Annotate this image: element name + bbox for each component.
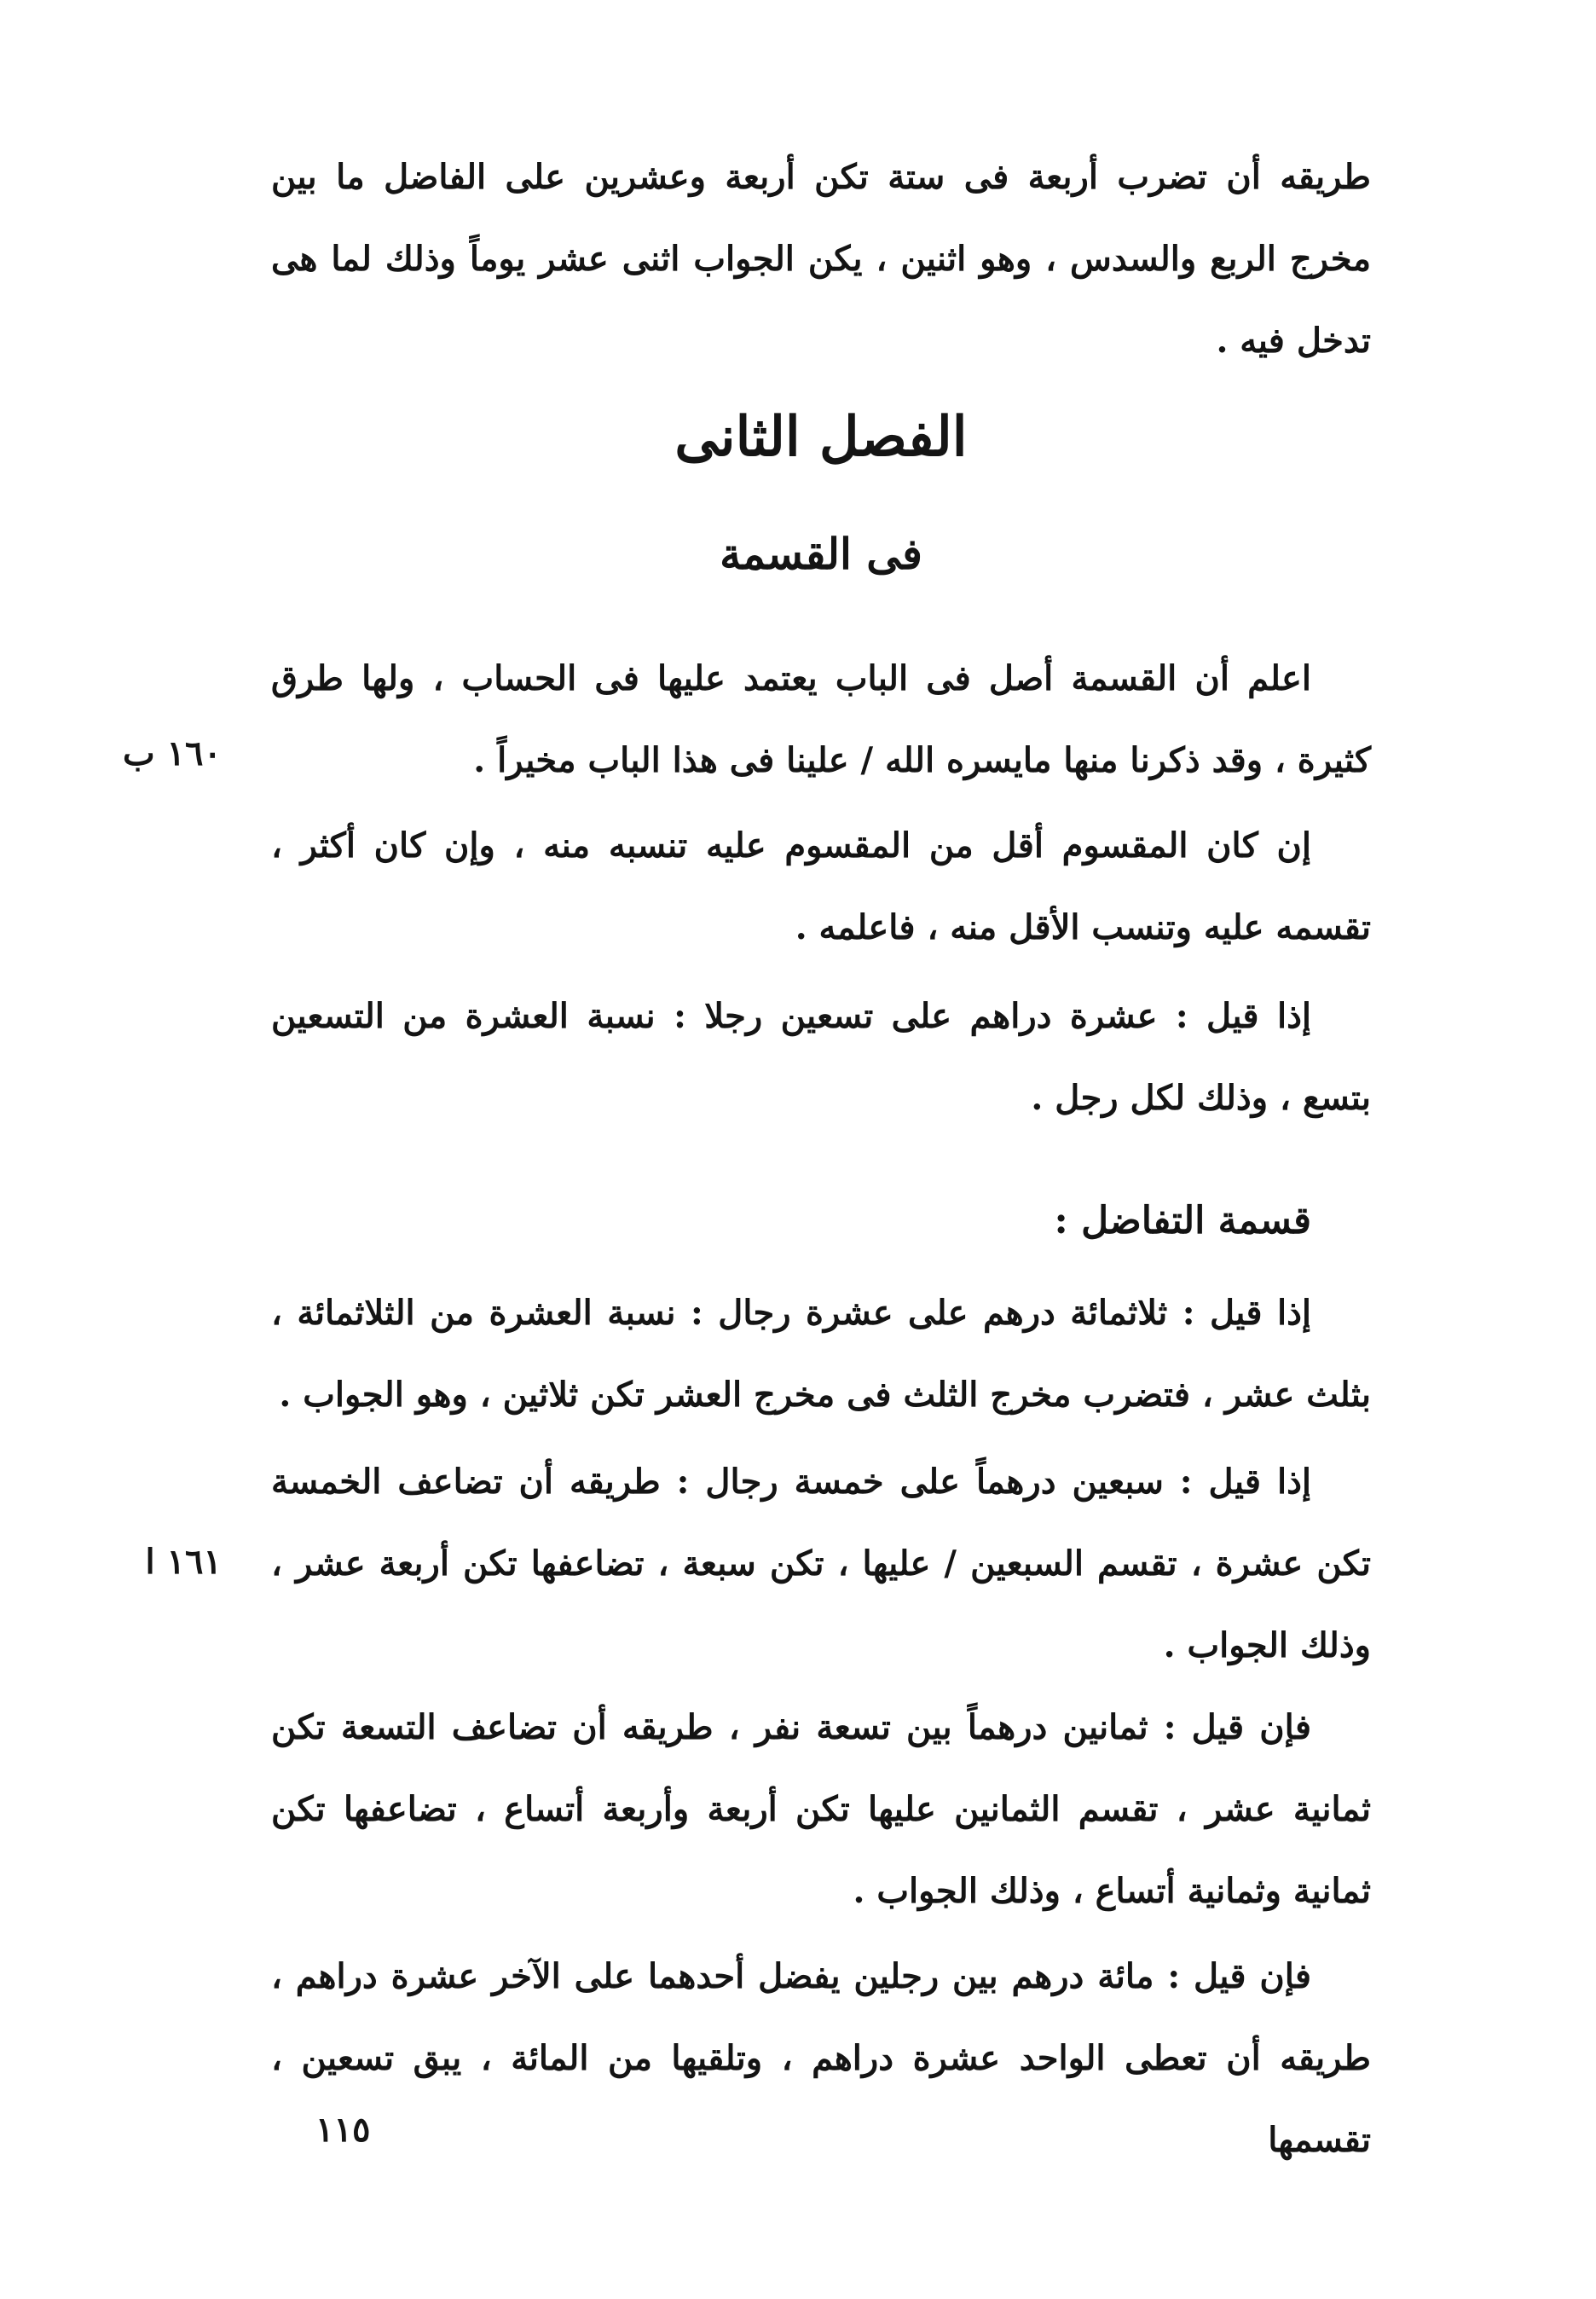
paragraph-2-block xyxy=(271,638,1371,802)
section-heading: فى القسمة xyxy=(720,529,922,579)
text-column-top xyxy=(271,136,1371,382)
margin-folio-note-161a: ١٦١ ا xyxy=(145,1542,222,1582)
subsection-heading-block xyxy=(271,1180,1371,1262)
paragraph-3: إن كان المقسوم أقل من المقسوم عليه تنسبه منه ، وإن كان أكثر ، تقسمه عليه وتنسب الأقل منه ، فاعلمه . xyxy=(271,825,1371,947)
paragraph-5: إذا قيل : ثلاثمائة درهم على عشرة رجال : نسبة العشرة من الثلاثمائة ، بثلث عشر ، فتضرب مخرج الثلث فى مخرج العشر تكن ثلاثين ، وهو الجواب . xyxy=(271,1293,1371,1415)
paragraph-8-block xyxy=(271,1936,1371,2181)
paragraph-8: فإن قيل : مائة درهم بين رجلين يفضل أحدهما على الآخر عشرة دراهم ، طريقه أن تعطى الواحد عشرة دراهم ، وتلقيها من المائة ، يبق تسعين ، تقسمها xyxy=(271,1956,1371,2160)
page-number: ١١٥ xyxy=(315,2110,371,2150)
paragraph-4-block xyxy=(271,976,1371,1139)
paragraph-4: إذا قيل : عشرة دراهم على تسعين رجلا : نسبة العشرة من التسعين بتسع ، وذلك لكل رجل . xyxy=(271,996,1371,1118)
paragraph-7-block xyxy=(271,1687,1371,1932)
paragraph-2: اعلم أن القسمة أصل فى الباب يعتمد عليها فى الحساب ، ولها طرق كثيرة ، وقد ذكرنا منها مايسره الله / علينا فى هذا الباب مخيراً . xyxy=(271,658,1371,780)
paragraph-6-block xyxy=(271,1441,1371,1687)
subsection-heading: قسمة التفاضل : xyxy=(1054,1199,1311,1242)
paragraph-3-block xyxy=(271,805,1371,969)
margin-folio-note-160b: ١٦٠ ب xyxy=(122,733,222,773)
paragraph-5-block xyxy=(271,1272,1371,1436)
paragraph-6: إذا قيل : سبعين درهماً على خمسة رجال : طريقه أن تضاعف الخمسة تكن عشرة ، تقسم السبعين / عليها ، تكن سبعة ، تضاعفها تكن أربعة عشر ، وذلك الجواب . xyxy=(271,1462,1371,1665)
chapter-heading: الفصل الثانى xyxy=(674,405,968,469)
paragraph-1: طريقه أن تضرب أربعة فى ستة تكن أربعة وعشرين على الفاضل ما بين مخرج الربع والسدس ، وهو اثنين ، يكن الجواب اثنى عشر يوماً وذلك لما هى تدخل فيه . xyxy=(271,157,1371,361)
paragraph-7: فإن قيل : ثمانين درهماً بين تسعة نفر ، طريقه أن تضاعف التسعة تكن ثمانية عشر ، تقسم الثمانين عليها تكن أربعة وأربعة أتساع ، تضاعفها تكن ثمانية وثمانية أتساع ، وذلك الجواب . xyxy=(271,1707,1371,1911)
